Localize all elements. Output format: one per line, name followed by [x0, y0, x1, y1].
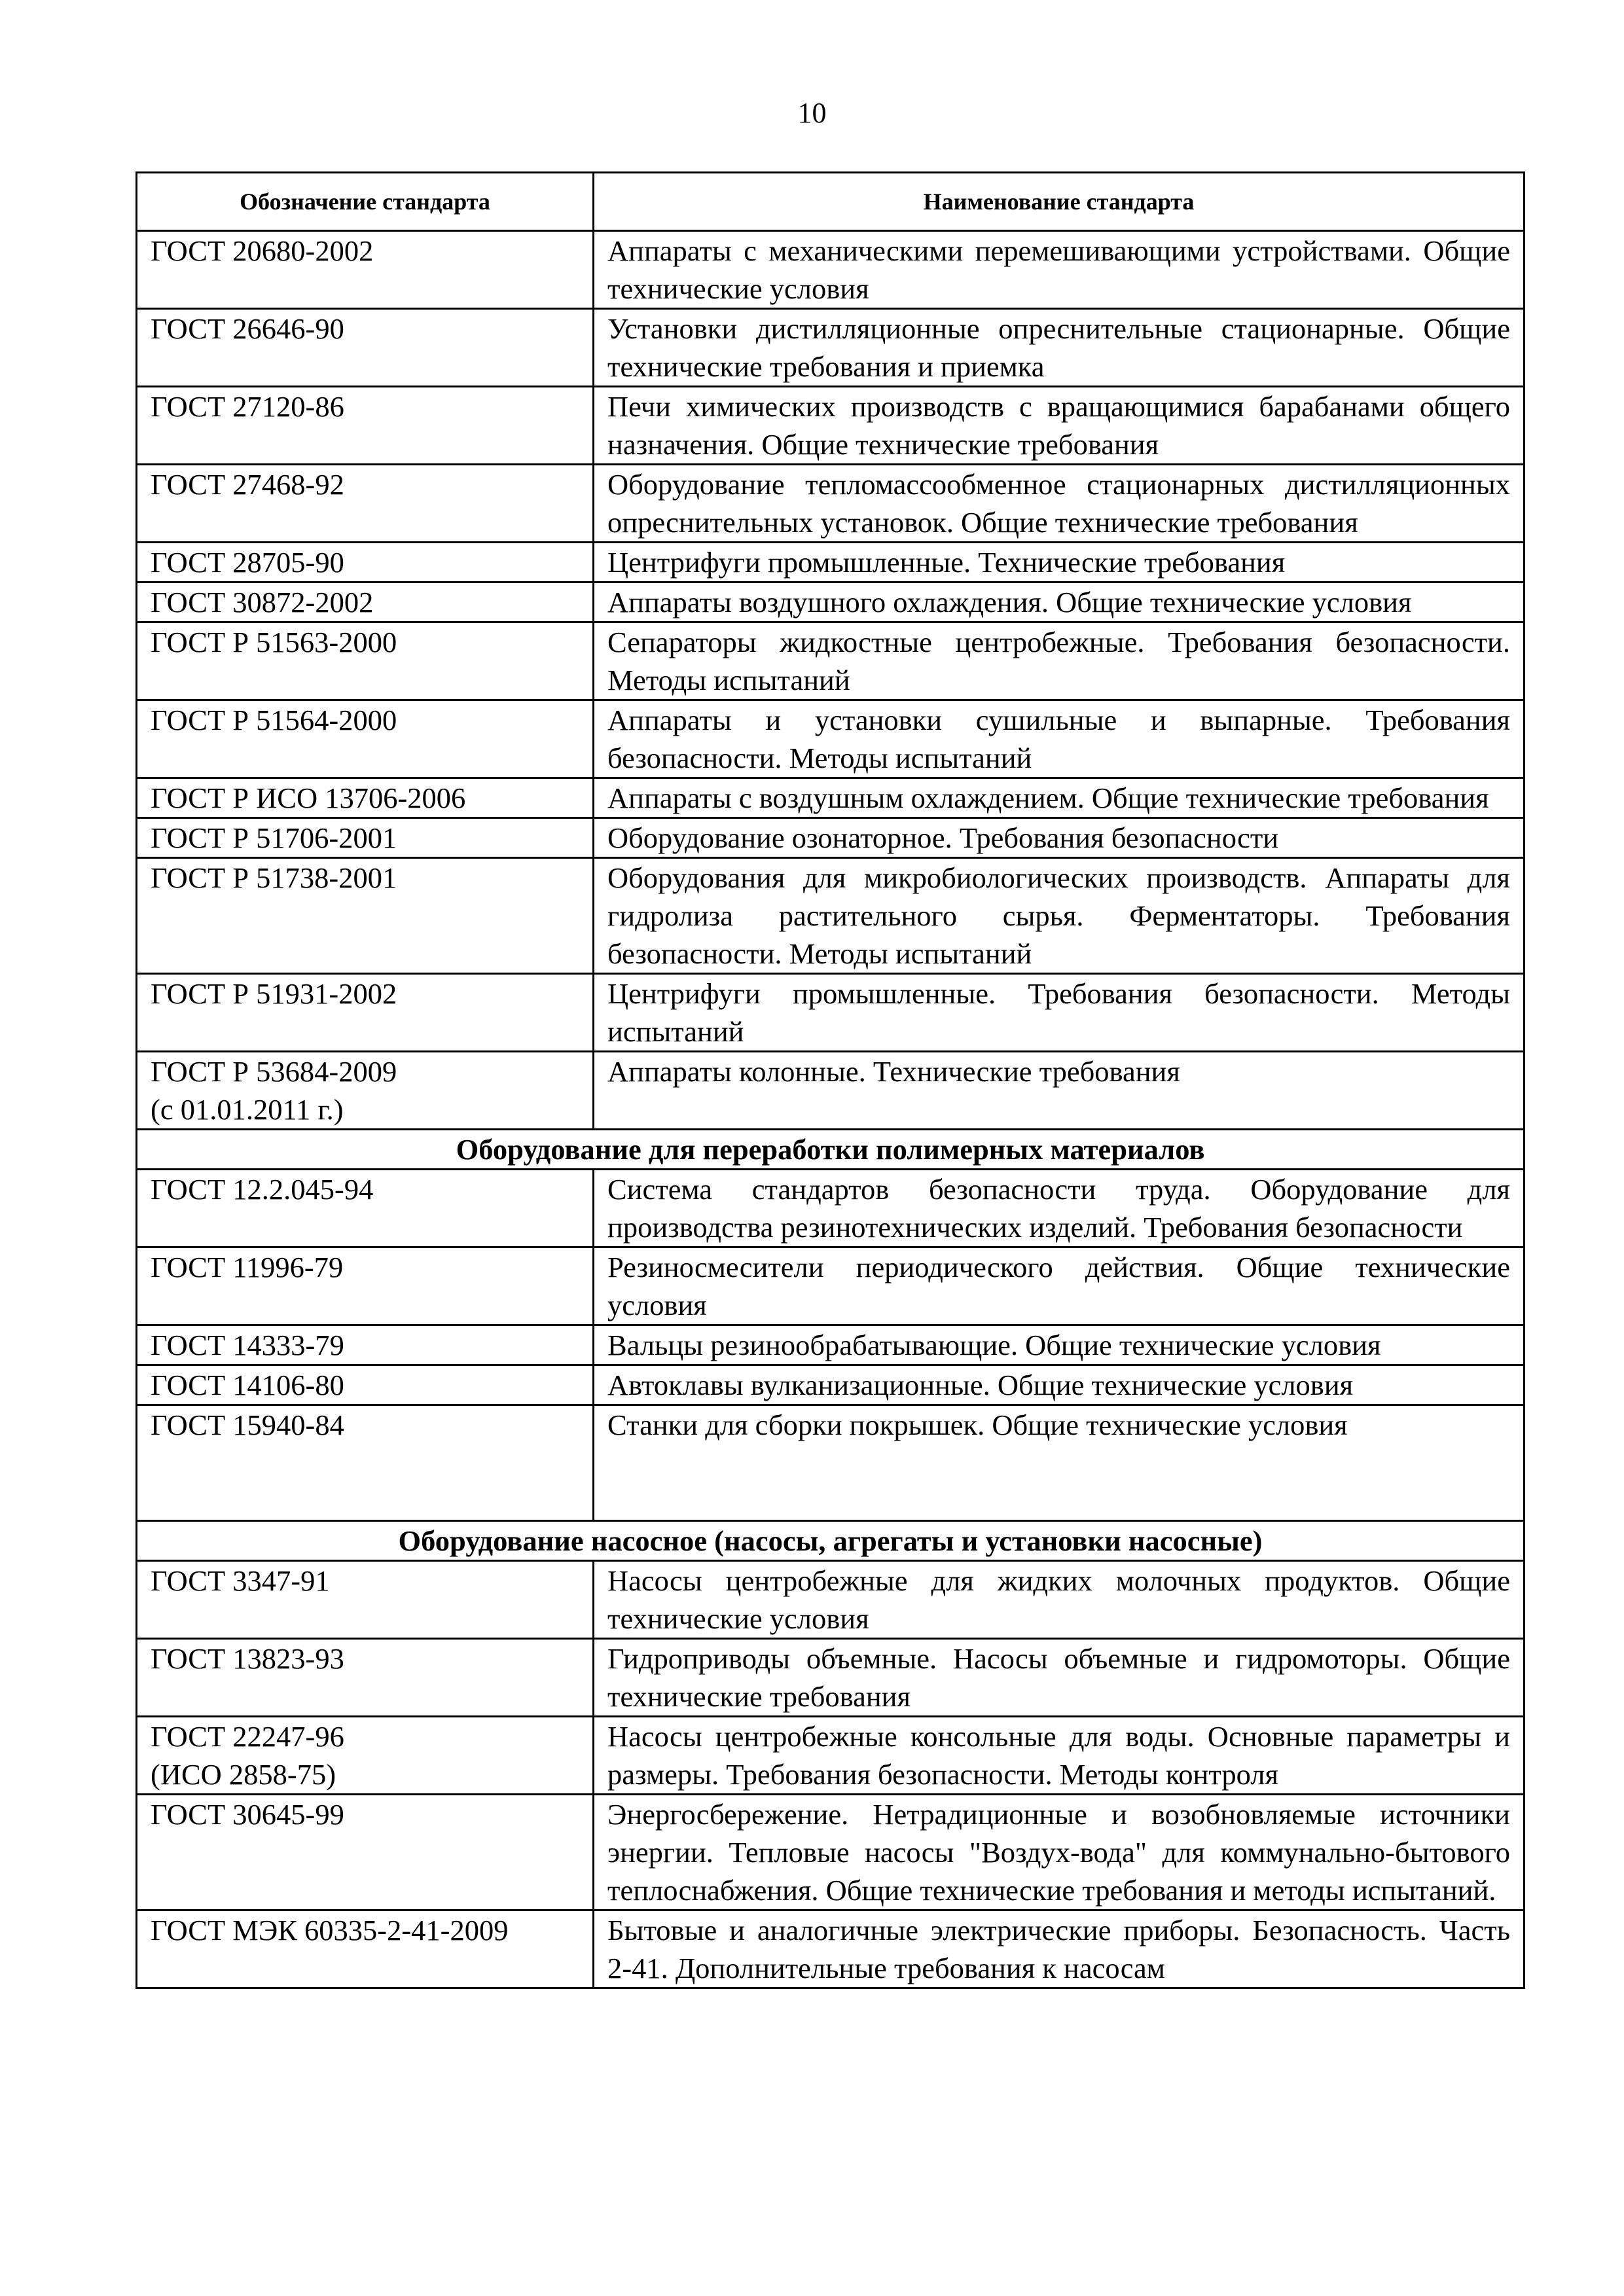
standard-code: ГОСТ 30645-99 — [137, 1795, 594, 1910]
standard-code: ГОСТ 20680-2002 — [137, 231, 594, 309]
standard-code: ГОСТ Р 51931-2002 — [137, 974, 594, 1052]
table-row — [137, 1639, 1525, 1717]
section-row-pumps — [137, 1521, 1525, 1561]
standard-name: Автоклавы вулканизационные. Общие технические условия — [594, 1365, 1525, 1405]
standard-code: ГОСТ 26646-90 — [137, 309, 594, 387]
standard-code: ГОСТ МЭК 60335-2-41-2009 — [137, 1910, 594, 1988]
table-row — [137, 1561, 1525, 1639]
standard-name: Центрифуги промышленные. Требования безопасности. Методы испытаний — [594, 974, 1525, 1052]
standard-code-cell — [137, 1052, 594, 1130]
table-row — [137, 465, 1525, 543]
standard-name: Аппараты с воздушным охлаждением. Общие технические требования — [594, 778, 1525, 818]
standard-name: Аппараты и установки сушильные и выпарные. Требования безопасности. Методы испытаний — [594, 700, 1525, 778]
standards-table — [135, 171, 1525, 1989]
section-title-polymers: Оборудование для переработки полимерных материалов — [137, 1130, 1525, 1170]
standard-code: ГОСТ Р ИСО 13706-2006 — [137, 778, 594, 818]
standard-code: ГОСТ 11996-79 — [137, 1247, 594, 1325]
table-row — [137, 974, 1525, 1052]
standard-code: ГОСТ Р 53684-2009 — [151, 1055, 397, 1088]
standard-name: Установки дистилляционные опреснительные стационарные. Общие технические требования и приемка — [594, 309, 1525, 387]
table-row — [137, 622, 1525, 700]
table-row — [137, 700, 1525, 778]
table-row — [137, 583, 1525, 622]
standard-name: Насосы центробежные консольные для воды. Основные параметры и размеры. Требования безопасности. Методы контроля — [594, 1717, 1525, 1795]
standard-name: Аппараты колонные. Технические требования — [594, 1052, 1525, 1130]
section-title-pumps: Оборудование насосное (насосы, агрегаты и установки насосные) — [137, 1521, 1525, 1561]
standard-name: Центрифуги промышленные. Технические требования — [594, 543, 1525, 583]
standard-name: Гидроприводы объемные. Насосы объемные и гидромоторы. Общие технические требования — [594, 1639, 1525, 1717]
standard-name: Оборудование озонаторное. Требования безопасности — [594, 818, 1525, 858]
table-row — [137, 818, 1525, 858]
standard-code: ГОСТ 3347-91 — [137, 1561, 594, 1639]
standard-code-note: (с 01.01.2011 г.) — [151, 1093, 344, 1126]
standard-code: ГОСТ 28705-90 — [137, 543, 594, 583]
standard-code: ГОСТ 13823-93 — [137, 1639, 594, 1717]
table-row — [137, 858, 1525, 974]
table-row — [137, 1170, 1525, 1247]
standard-name: Система стандартов безопасности труда. Оборудование для производства резинотехнических изделий. Требования безопасности — [594, 1170, 1525, 1247]
standard-code: ГОСТ Р 51564-2000 — [137, 700, 594, 778]
standard-code: ГОСТ 30872-2002 — [137, 583, 594, 622]
standard-code: ГОСТ 12.2.045-94 — [137, 1170, 594, 1247]
standard-code: ГОСТ 14106-80 — [137, 1365, 594, 1405]
header-name: Наименование стандарта — [594, 173, 1525, 231]
table-row — [137, 1325, 1525, 1365]
standard-code: ГОСТ Р 51706-2001 — [137, 818, 594, 858]
section-row-polymers — [137, 1130, 1525, 1170]
standard-name: Оборудование тепломассообменное стационарных дистилляционных опреснительных установок. Общие технические требования — [594, 465, 1525, 543]
standard-name: Энергосбережение. Нетрадиционные и возобновляемые источники энергии. Тепловые насосы "Воздух-вода" для коммунально-бытового теплоснабжения. Общие технические требования и методы испытаний. — [594, 1795, 1525, 1910]
standard-code: ГОСТ 27120-86 — [137, 387, 594, 465]
standard-code: ГОСТ Р 51738-2001 — [137, 858, 594, 974]
table-row — [137, 309, 1525, 387]
standard-code: ГОСТ 14333-79 — [137, 1325, 594, 1365]
table-header-row — [137, 173, 1525, 231]
standard-name: Бытовые и аналогичные электрические приборы. Безопасность. Часть 2-41. Дополнительные требования к насосам — [594, 1910, 1525, 1988]
standard-name: Резиносмесители периодического действия. Общие технические условия — [594, 1247, 1525, 1325]
table-row — [137, 1795, 1525, 1910]
header-designation: Обозначение стандарта — [137, 173, 594, 231]
standard-name: Печи химических производств с вращающимися барабанами общего назначения. Общие технические требования — [594, 387, 1525, 465]
table-row — [137, 1052, 1525, 1130]
standard-name: Сепараторы жидкостные центробежные. Требования безопасности. Методы испытаний — [594, 622, 1525, 700]
table-row — [137, 1405, 1525, 1521]
standard-name: Оборудования для микробиологических производств. Аппараты для гидролиза растительного сырья. Ферментаторы. Требования безопасности. Методы испытаний — [594, 858, 1525, 974]
standard-code-note: (ИСО 2858-75) — [151, 1758, 336, 1791]
standard-name: Насосы центробежные для жидких молочных продуктов. Общие технические условия — [594, 1561, 1525, 1639]
standard-code: ГОСТ 15940-84 — [137, 1405, 594, 1521]
standard-name: Аппараты воздушного охлаждения. Общие технические условия — [594, 583, 1525, 622]
table-row — [137, 1910, 1525, 1988]
table-row — [137, 1717, 1525, 1795]
standard-code: ГОСТ 27468-92 — [137, 465, 594, 543]
standard-code-cell — [137, 1717, 594, 1795]
page-number: 10 — [797, 97, 827, 129]
standard-name: Вальцы резинообрабатывающие. Общие технические условия — [594, 1325, 1525, 1365]
table-row — [137, 1247, 1525, 1325]
standard-name: Аппараты с механическими перемешивающими устройствами. Общие технические условия — [594, 231, 1525, 309]
standard-code: ГОСТ Р 51563-2000 — [137, 622, 594, 700]
table-row — [137, 543, 1525, 583]
standard-name: Станки для сборки покрышек. Общие технические условия — [594, 1405, 1525, 1521]
table-row — [137, 387, 1525, 465]
standard-code: ГОСТ 22247-96 — [151, 1720, 344, 1753]
table-row — [137, 1365, 1525, 1405]
table-row — [137, 778, 1525, 818]
table-row — [137, 231, 1525, 309]
